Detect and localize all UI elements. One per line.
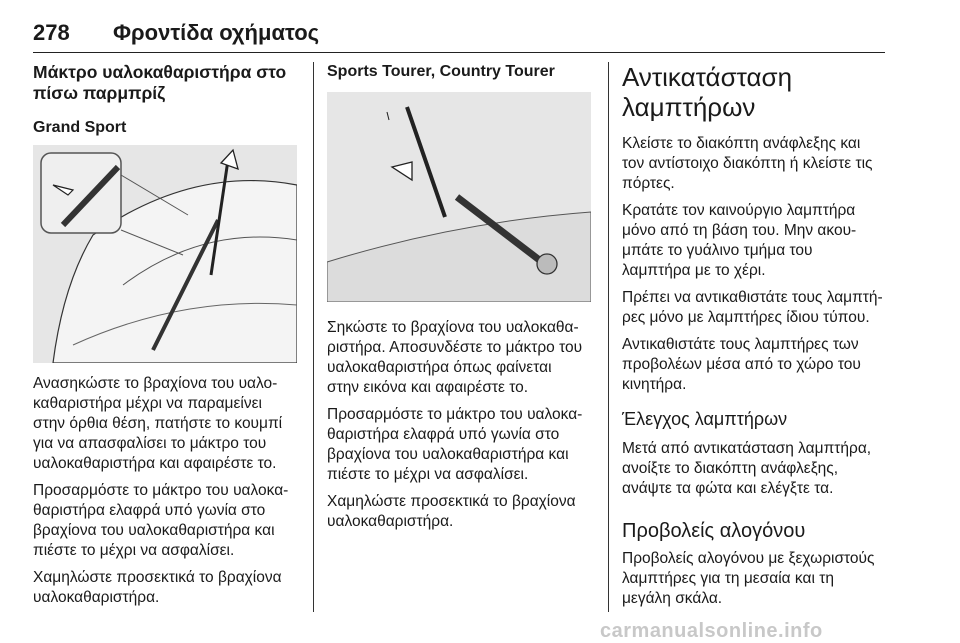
column-2 [327,62,595,82]
section-heading-bulb-replacement: Αντικατάσταση λαμπτήρων [622,62,793,122]
subheading-halogen-headlights: Προβολείς αλογόνου [622,520,806,542]
section-heading: Μάκτρο υαλοκαθαριστήρα στο πίσω παρμπρίζ [33,62,287,103]
page-number: 278 [33,20,70,45]
wiper-illustration [327,92,591,302]
column-divider [313,62,314,612]
paragraph: Ανασηκώστε το βραχίονα του υαλο- καθαριστήρα μέχρι να παραμείνει στην όρθια θέση, πατήστε το κουμπί για να απασφαλίσει το μάκτρο του υαλοκαθαριστήρα και αφαιρέστε το. [33,375,283,472]
paragraph: Χαμηλώστε προσεκτικά το βραχίονα υαλοκαθαριστήρα. [33,569,282,606]
wiper-illustration [33,145,297,363]
page-header [33,8,885,53]
subheading-sports-tourer: Sports Tourer, Country Tourer [327,63,555,80]
paragraph: Προσαρμόστε το μάκτρο του υαλοκα- θαριστήρα ελαφρά υπό γωνία στο βραχίονα του υαλοκαθαριστήρα και πιέστε το μέχρι να ασφαλίσει. [33,482,289,559]
paragraph: Χαμηλώστε προσεκτικά το βραχίονα υαλοκαθαριστήρα. [327,493,576,530]
paragraph: Κρατάτε τον καινούργιο λαμπτήρα μόνο από τη βάση του. Μην ακου- μπάτε το γυάλινο τμήμα του λαμπτήρα με το χέρι. [622,202,857,279]
chapter-title: Φροντίδα οχήματος [113,20,320,45]
column-3 [622,62,890,609]
paragraph: Αντικαθιστάτε τους λαμπτήρες των προβολέων μέσα από το χώρο του κινητήρα. [622,336,861,393]
column-2-body [327,318,602,532]
column-divider [608,62,609,612]
paragraph: Προβολείς αλογόνου με ξεχωριστούς λαμπτήρες για τη μεσαία και τη μεγάλη σκάλα. [622,550,875,607]
column-1-body [33,374,303,608]
figure-grand-sport-wiper [33,145,297,363]
paragraph: Προσαρμόστε το μάκτρο του υαλοκα- θαριστήρα ελαφρά υπό γωνία στο βραχίονα του υαλοκαθαριστήρα και πιέστε το μέχρι να ασφαλίσει. [327,406,583,483]
figure-sports-tourer-wiper [327,92,591,302]
watermark: carmanualsonline.info [600,620,823,642]
column-1 [33,62,301,138]
paragraph: Πρέπει να αντικαθιστάτε τους λαμπτή- ρες μόνο με λαμπτήρες ίδιου τύπου. [622,289,883,326]
paragraph: Κλείστε το διακόπτη ανάφλεξης και τον αντίστοιχο διακόπτη ή κλείστε τις πόρτες. [622,135,873,192]
paragraph: Μετά από αντικατάσταση λαμπτήρα, ανοίξτε το διακόπτη ανάφλεξης, ανάψτε τα φώτα και ελέγξτε τα. [622,440,872,497]
paragraph: Σηκώστε το βραχίονα του υαλοκαθα- ριστήρα. Αποσυνδέστε το μάκτρο του υαλοκαθαριστήρα όπως φαίνεται στην εικόνα και αφαιρέστε το. [327,319,583,396]
subheading-grand-sport: Grand Sport [33,119,127,136]
subheading-bulb-check: Έλεγχος λαμπτήρων [622,409,788,429]
